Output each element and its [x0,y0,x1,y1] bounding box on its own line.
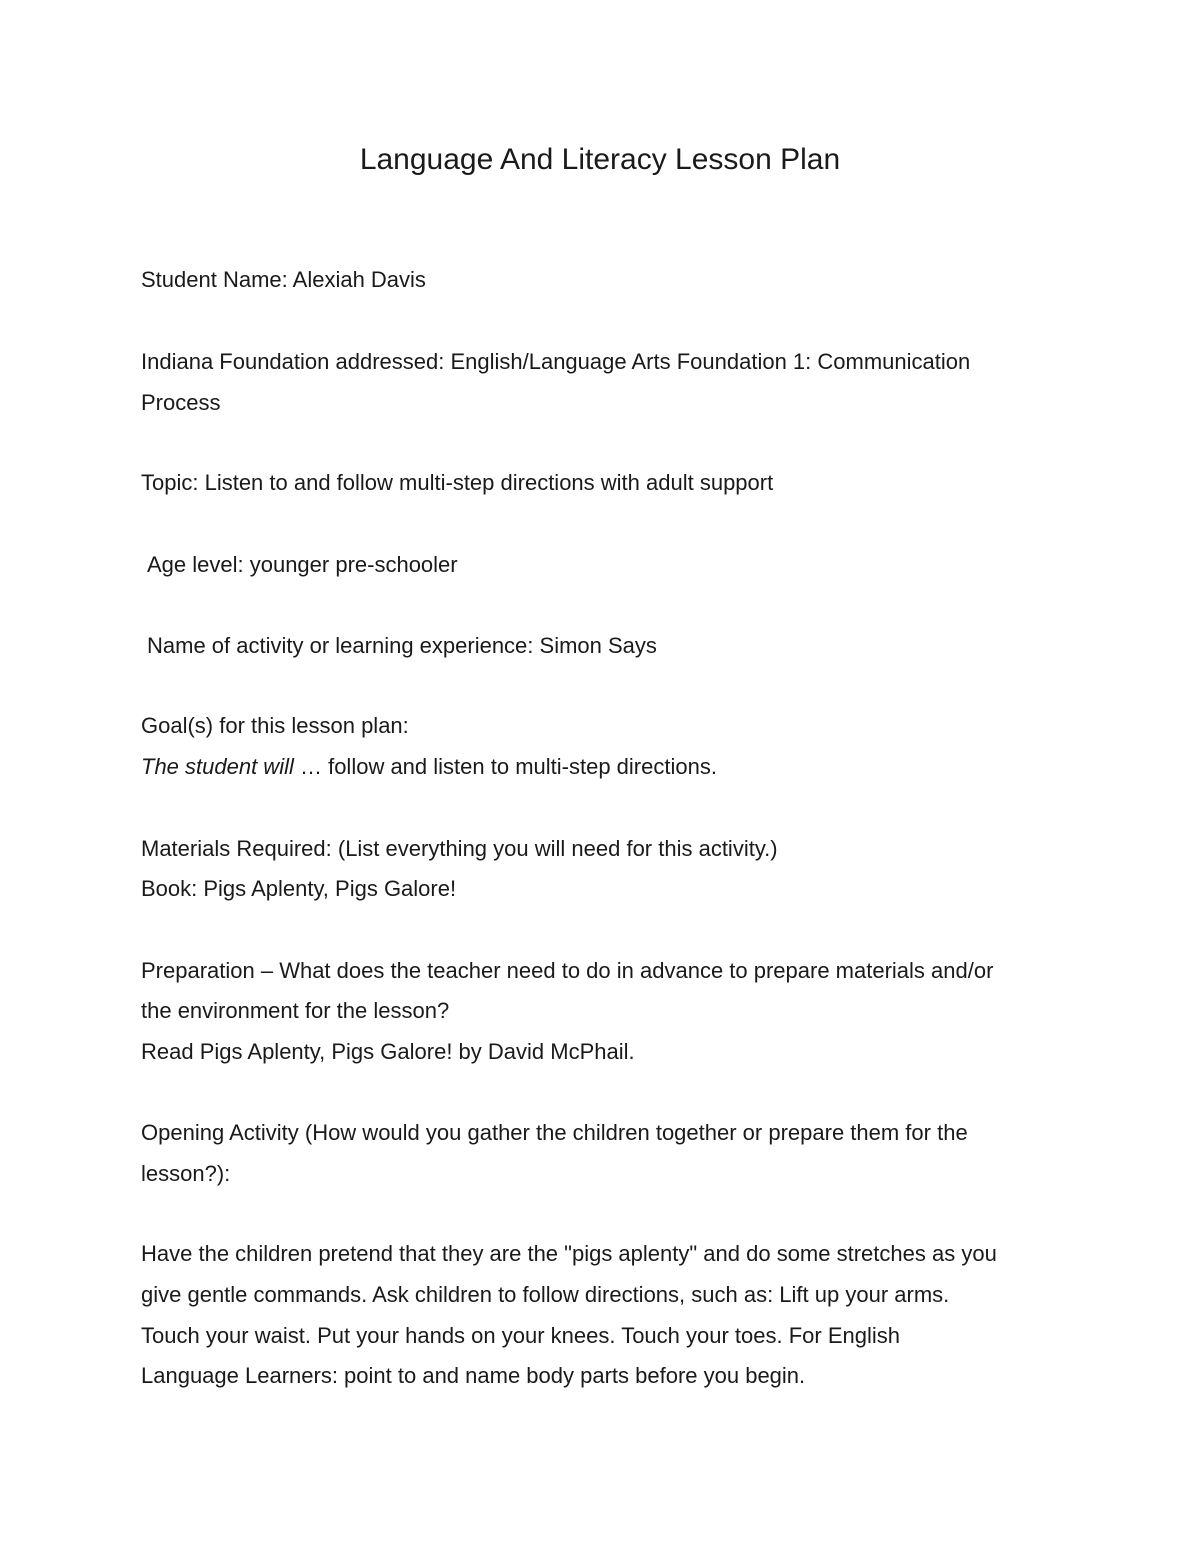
goals-heading: Goal(s) for this lesson plan: [141,713,409,738]
goals-statement [141,752,717,782]
materials-item: Book: Pigs Aplenty, Pigs Galore! [141,876,457,901]
foundation-line-2: Process [141,390,221,415]
body-line-1: Have the children pretend that they are the "pigs aplenty" and do some stretches as you [141,1241,997,1266]
body-line-2: give gentle commands. Ask children to follow directions, such as: Lift up your arms. [141,1282,950,1307]
age-level: Age level: younger pre-schooler [147,552,458,577]
goals-rest: … follow and listen to multi-step directions. [293,754,717,779]
foundation-line-1: Indiana Foundation addressed: English/Language Arts Foundation 1: Communication [141,349,971,374]
body-line-3: Touch your waist. Put your hands on your knees. Touch your toes. For English [141,1323,900,1348]
opening-line-1: Opening Activity (How would you gather the children together or prepare them for the [141,1120,968,1145]
body-line-4: Language Learners: point to and name body parts before you begin. [141,1363,806,1388]
preparation-line-3: Read Pigs Aplenty, Pigs Galore! by David McPhail. [141,1039,635,1064]
opening-line-2: lesson?): [141,1161,231,1186]
goals-lead: The student will [141,754,294,779]
student-name: Student Name: Alexiah Davis [141,267,426,292]
materials-heading: Materials Required: (List everything you will need for this activity.) [141,836,778,861]
preparation-line-1: Preparation – What does the teacher need to do in advance to prepare materials and/or [141,958,994,983]
page-title: Language And Literacy Lesson Plan [359,143,841,176]
activity-name: Name of activity or learning experience: Simon Says [147,633,657,658]
topic: Topic: Listen to and follow multi-step directions with adult support [141,470,774,495]
preparation-line-2: the environment for the lesson? [141,998,450,1023]
